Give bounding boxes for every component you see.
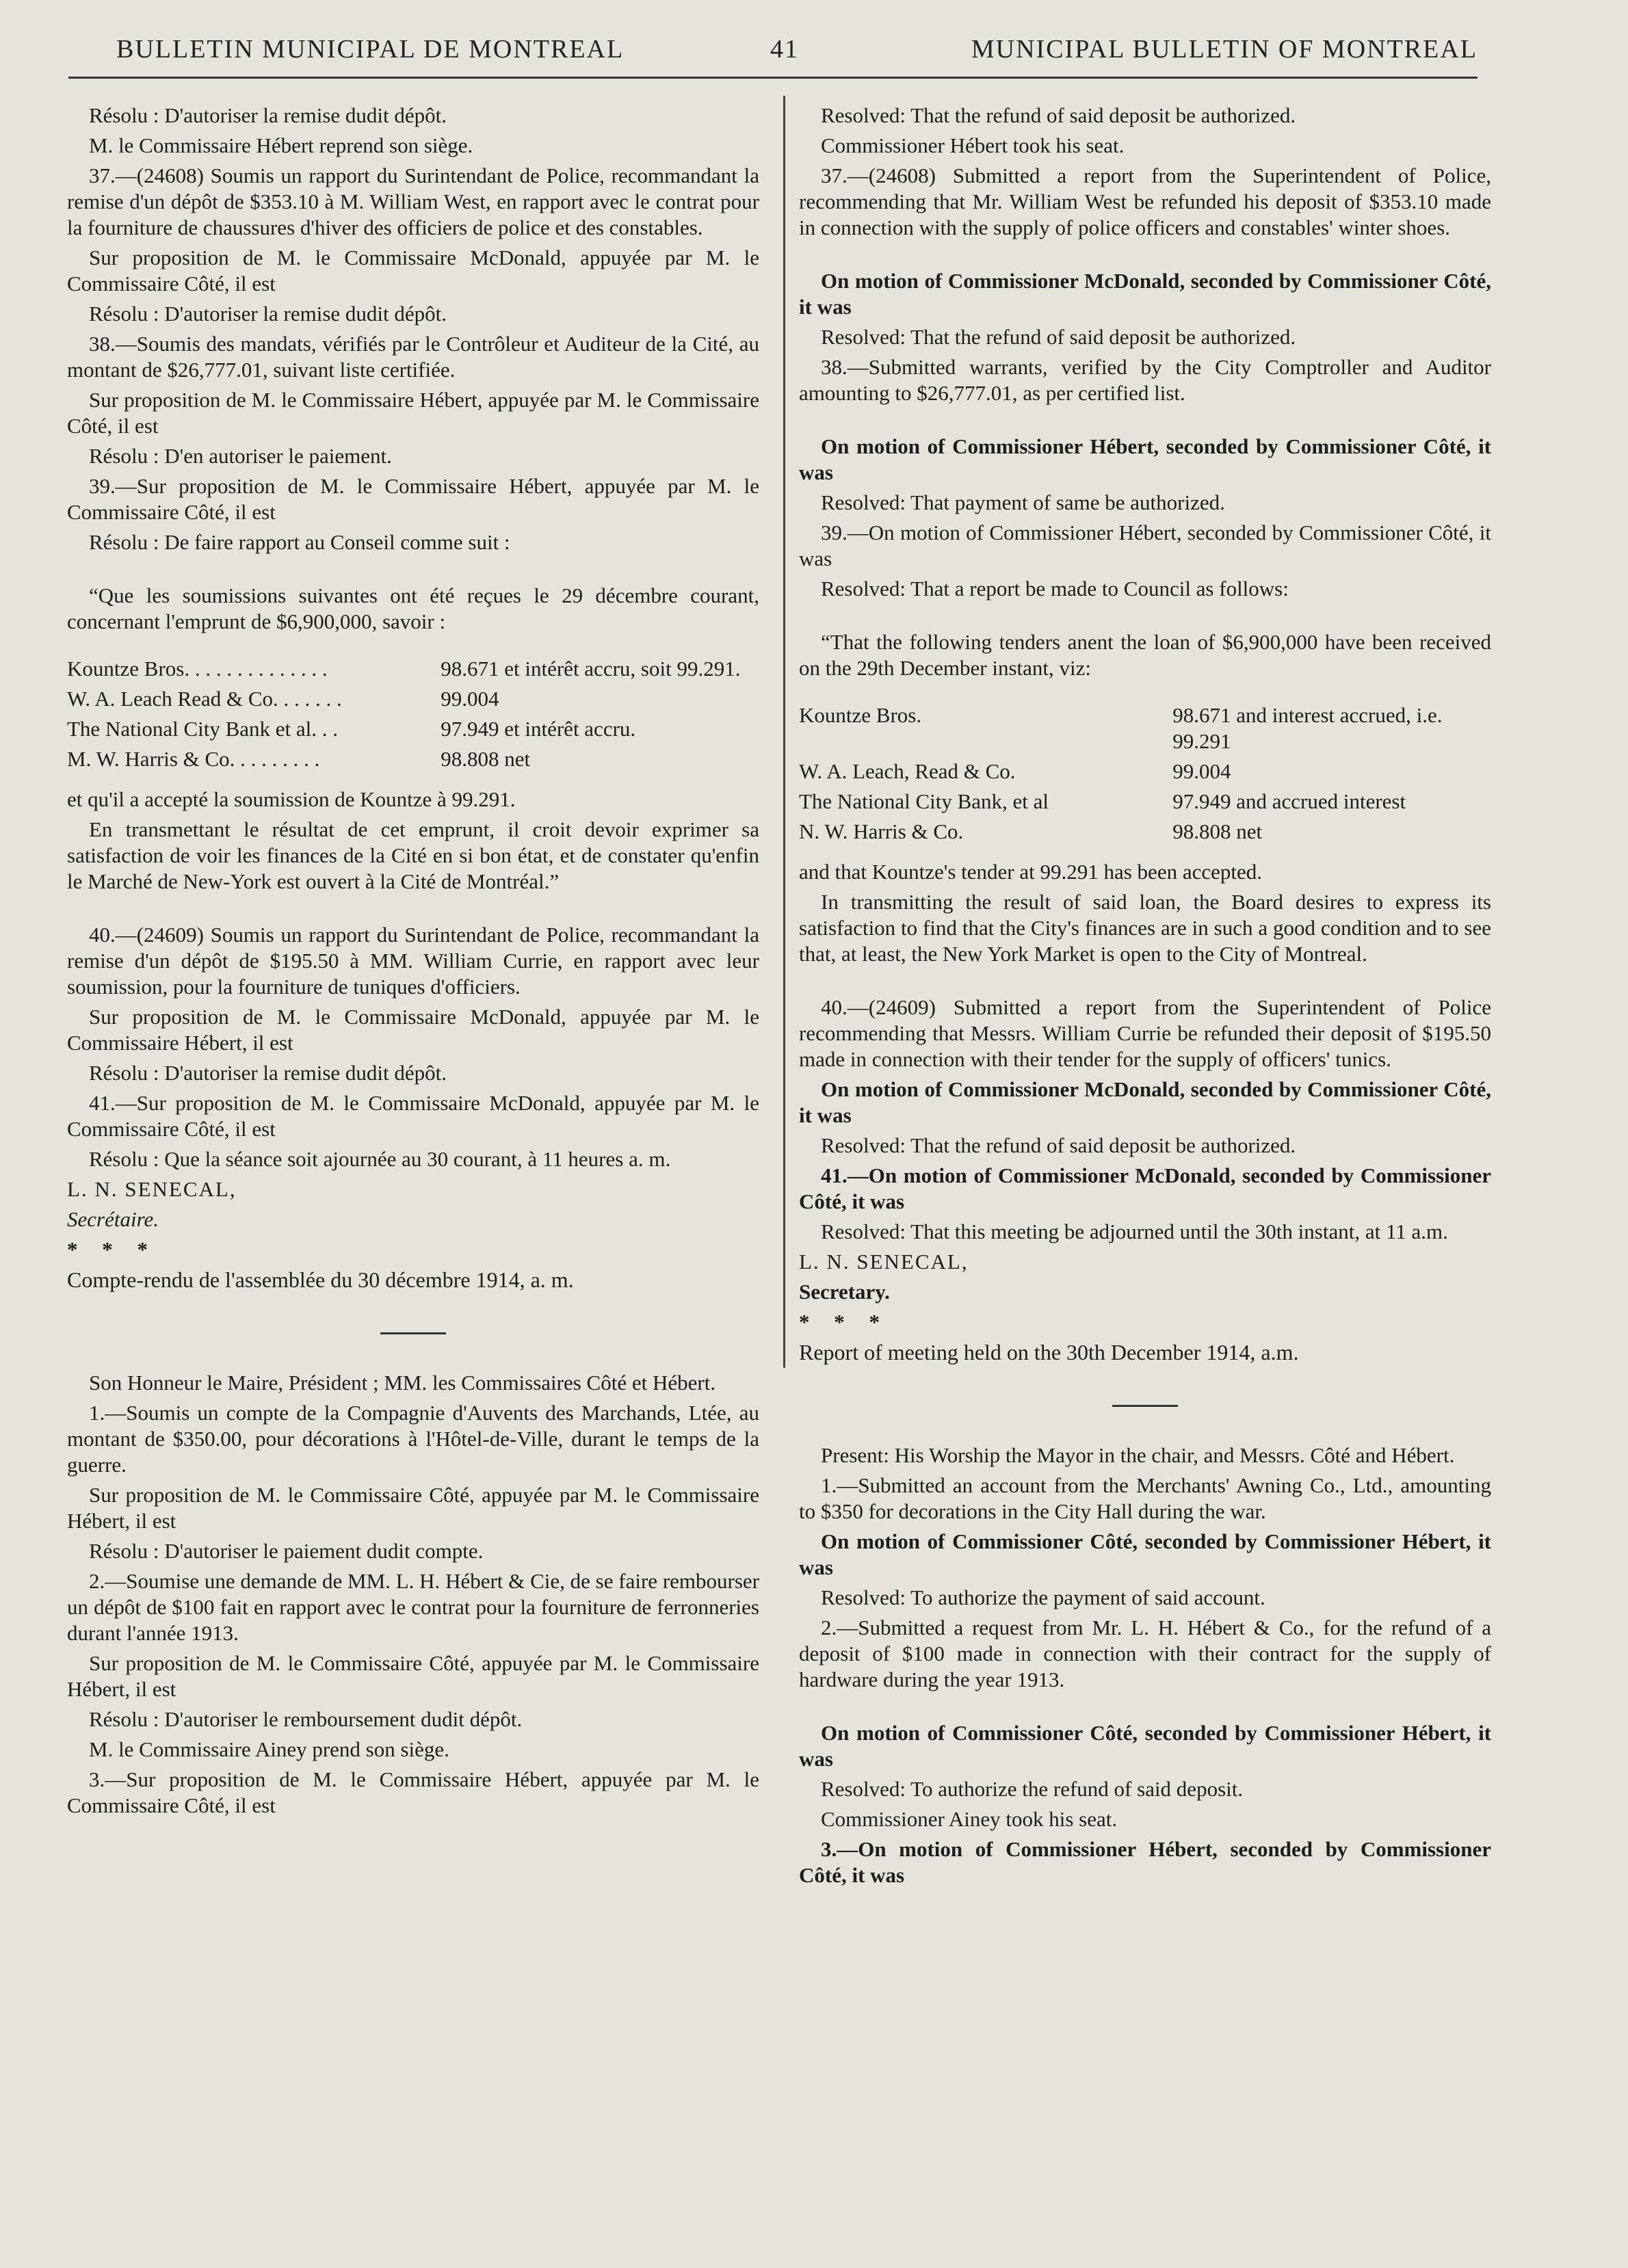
fr-paragraph: et qu'il a accepté la soumission de Kountze à 99.291.	[67, 787, 516, 811]
fr-paragraph: M. le Commissaire Hébert reprend son siège.	[89, 133, 473, 157]
fr-paragraph: 3.—Sur proposition de M. le Commissaire Hébert, appuyée par M. le Commissaire Côté, il est	[67, 1767, 759, 1817]
table-row	[799, 756, 1491, 787]
en-paragraph: Commissioner Ainey took his seat.	[821, 1807, 1118, 1831]
tender-name: The National City Bank, et al	[799, 789, 1049, 813]
signature-title: Secrétaire.	[67, 1207, 159, 1231]
en-paragraph: Resolved: That this meeting be adjourned until the 30th instant, at 11 a.m.	[821, 1219, 1448, 1243]
tender-amount: 98.808 net	[441, 747, 531, 771]
table-row	[67, 684, 759, 714]
report-title: Report of meeting held on the 30th December 1914, a.m.	[799, 1340, 1299, 1364]
signature-name: L. N. SENECAL,	[799, 1250, 969, 1274]
en-paragraph: Resolved: To authorize the refund of said deposit.	[821, 1777, 1244, 1801]
fr-paragraph: 41.—Sur proposition de M. le Commissaire McDonald, appuyée par M. le Commissaire Côté, il est	[67, 1091, 759, 1141]
en-paragraph: Resolved: That the refund of said deposit be authorized.	[821, 103, 1296, 127]
fr-paragraph: Résolu : D'autoriser le paiement dudit compte.	[89, 1539, 484, 1563]
table-row	[67, 654, 759, 684]
en-paragraph: Present: His Worship the Mayor in the chair, and Messrs. Côté and Hébert.	[821, 1443, 1455, 1467]
fr-paragraph: Résolu : D'autoriser la remise dudit dépôt.	[89, 103, 447, 127]
fr-paragraph: Sur proposition de M. le Commissaire McDonald, appuyée par M. le Commissaire Hébert, il est	[67, 1005, 759, 1055]
en-tender-table	[799, 700, 1491, 847]
fr-paragraph: Sur proposition de M. le Commissaire Hébert, appuyée par M. le Commissaire Côté, il est	[67, 388, 759, 438]
en-paragraph: On motion of Commissioner Côté, seconded by Commissioner Hébert, it was	[799, 1529, 1491, 1579]
short-rule	[1112, 1405, 1178, 1407]
section-separator: * * *	[67, 1237, 157, 1261]
fr-paragraph: Sur proposition de M. le Commissaire McDonald, appuyée par M. le Commissaire Côté, il est	[67, 246, 759, 295]
table-row	[799, 817, 1491, 847]
fr-paragraph: En transmettant le résultat de cet emprunt, il croit devoir exprimer sa satisfaction de voir les finances de la Cité en si bon état, et de constater qu'enfin le Marché de New-York est ouvert à la Cité de Montréal.”	[67, 817, 759, 893]
en-paragraph: Resolved: That a report be made to Council as follows:	[821, 577, 1289, 601]
header-rule	[68, 77, 1478, 79]
en-paragraph: 40.—(24609) Submitted a report from the Superintendent of Police recommending that Messrs. William Currie be refunded their deposit of $195.50 made in connection with their tender for the supply of officers' tunics.	[799, 995, 1491, 1071]
fr-paragraph: Sur proposition de M. le Commissaire Côté, appuyée par M. le Commissaire Hébert, il est	[67, 1483, 759, 1533]
fr-paragraph: 1.—Soumis un compte de la Compagnie d'Auvents des Marchands, Ltée, au montant de $350.00, pour décorations à l'Hôtel-de-Ville, durant le temps de la guerre.	[67, 1401, 759, 1477]
en-paragraph: Resolved: That the refund of said deposit be authorized.	[821, 325, 1296, 349]
tender-name: W. A. Leach Read & Co. . . . . . .	[67, 687, 342, 711]
tender-name: Kountze Bros. . . . . . . . . . . . . .	[67, 657, 328, 681]
en-paragraph: On motion of Commissioner McDonald, seconded by Commissioner Côté, it was	[799, 269, 1491, 319]
en-paragraph: On motion of Commissioner Côté, seconded by Commissioner Hébert, it was	[799, 1721, 1491, 1771]
tender-amount: 98.808 net	[1172, 819, 1263, 843]
tender-name: The National City Bank et al. . .	[67, 717, 339, 741]
fr-paragraph: 39.—Sur proposition de M. le Commissaire Hébert, appuyée par M. le Commissaire Côté, il est	[67, 474, 759, 524]
fr-paragraph: Son Honneur le Maire, Président ; MM. les Commissaires Côté et Hébert.	[89, 1371, 716, 1395]
page-number: 41	[770, 35, 799, 64]
page-header	[68, 29, 1491, 70]
fr-paragraph: Sur proposition de M. le Commissaire Côté, appuyée par M. le Commissaire Hébert, il est	[67, 1651, 759, 1701]
fr-paragraph: Résolu : De faire rapport au Conseil comme suit :	[89, 530, 510, 554]
en-paragraph: 2.—Submitted a request from Mr. L. H. Hébert & Co., for the refund of a deposit of $100 made in connection with their contract for the supply of hardware during the year 1913.	[799, 1616, 1491, 1691]
report-title: Compte-rendu de l'assemblée du 30 décembre 1914, a. m.	[67, 1267, 574, 1292]
table-row	[799, 787, 1491, 817]
fr-paragraph: “Que les soumissions suivantes ont été reçues le 29 décembre courant, concernant l'emprunt de $6,900,000, savoir :	[67, 583, 759, 633]
tender-name: M. W. Harris & Co. . . . . . . . .	[67, 747, 320, 771]
en-paragraph: 41.—On motion of Commissioner McDonald, seconded by Commissioner Côté, it was	[799, 1163, 1491, 1213]
tender-amount: 98.671 and interest accrued, i.e. 99.291	[1172, 703, 1443, 753]
en-paragraph: Resolved: That the refund of said deposit be authorized.	[821, 1133, 1296, 1157]
signature-title: Secretary.	[799, 1280, 890, 1304]
tender-amount: 99.004	[1172, 759, 1231, 783]
en-paragraph: 39.—On motion of Commissioner Hébert, seconded by Commissioner Côté, it was	[799, 520, 1491, 570]
fr-paragraph: Résolu : D'en autoriser le paiement.	[89, 444, 392, 468]
en-paragraph: Resolved: To authorize the payment of said account.	[821, 1585, 1265, 1609]
fr-paragraph: Résolu : D'autoriser le remboursement dudit dépôt.	[89, 1707, 523, 1731]
en-paragraph: 3.—On motion of Commissioner Hébert, seconded by Commissioner Côté, it was	[799, 1837, 1491, 1887]
signature-name: L. N. SENECAL,	[67, 1177, 237, 1201]
en-paragraph: “That the following tenders anent the loan of $6,900,000 have been received on the 29th December instant, viz:	[799, 630, 1491, 680]
en-paragraph: 37.—(24608) Submitted a report from the Superintendent of Police, recommending that Mr. William West be refunded his deposit of $353.10 made in connection with the supply of police officers and constables' winter shoes.	[799, 163, 1491, 239]
en-paragraph: and that Kountze's tender at 99.291 has been accepted.	[799, 860, 1262, 884]
tender-name: W. A. Leach, Read & Co.	[799, 759, 1016, 783]
header-title-en: MUNICIPAL BULLETIN OF MONTREAL	[971, 35, 1478, 64]
fr-paragraph: 40.—(24609) Soumis un rapport du Surintendant de Police, recommandant la remise d'un dépôt de $195.50 à MM. William Currie, en rapport avec leur soumission, pour la fourniture de tuniques d'officiers.	[67, 923, 759, 999]
en-paragraph: 38.—Submitted warrants, verified by the City Comptroller and Auditor amounting to $26,777.01, as per certified list.	[799, 355, 1491, 405]
tender-amount: 98.671 et intérêt accru, soit 99.291.	[441, 657, 741, 681]
en-paragraph: Resolved: That payment of same be authorized.	[821, 490, 1225, 514]
tender-amount: 97.949 and accrued interest	[1172, 789, 1406, 813]
table-row	[799, 700, 1491, 756]
fr-tender-table	[67, 654, 759, 774]
en-paragraph: On motion of Commissioner McDonald, seconded by Commissioner Côté, it was	[799, 1077, 1491, 1127]
short-rule	[380, 1332, 446, 1334]
en-paragraph: 1.—Submitted an account from the Merchants' Awning Co., Ltd., amounting to $350 for decorations in the City Hall during the war.	[799, 1473, 1491, 1523]
en-paragraph: On motion of Commissioner Hébert, seconded by Commissioner Côté, it was	[799, 434, 1491, 484]
fr-paragraph: 38.—Soumis des mandats, vérifiés par le Contrôleur et Auditeur de la Cité, au montant de $26,777.01, suivant liste certifiée.	[67, 332, 759, 382]
header-title-fr: BULLETIN MUNICIPAL DE MONTREAL	[116, 35, 625, 64]
section-separator: * * *	[799, 1310, 889, 1334]
tender-amount: 97.949 et intérêt accru.	[441, 717, 636, 741]
table-row	[67, 714, 759, 744]
tender-name: N. W. Harris & Co.	[799, 819, 964, 843]
column-divider	[783, 96, 785, 1368]
fr-paragraph: Résolu : D'autoriser la remise dudit dépôt.	[89, 1061, 447, 1085]
en-paragraph: Commissioner Hébert took his seat.	[821, 133, 1125, 157]
fr-paragraph: 2.—Soumise une demande de MM. L. H. Hébert & Cie, de se faire rembourser un dépôt de $100 fait en rapport avec le contrat pour la fourniture de ferronneries durant l'année 1913.	[67, 1569, 759, 1645]
tender-name: Kountze Bros.	[799, 703, 922, 727]
english-column	[799, 103, 1491, 1893]
fr-paragraph: M. le Commissaire Ainey prend son siège.	[89, 1737, 449, 1761]
fr-paragraph: Résolu : D'autoriser la remise dudit dépôt.	[89, 302, 447, 326]
french-column	[67, 103, 759, 1823]
table-row	[67, 744, 759, 774]
tender-amount: 99.004	[441, 687, 499, 711]
fr-paragraph: 37.—(24608) Soumis un rapport du Surintendant de Police, recommandant la remise d'un dépôt de $353.10 à M. William West, en rapport avec le contrat pour la fourniture de chaussures d'hiver des officiers de police et des constables.	[67, 163, 759, 239]
en-paragraph: In transmitting the result of said loan, the Board desires to express its satisfaction to find that the City's finances are in such a good condition and to see that, at least, the New York Market is open to the City of Montreal.	[799, 890, 1491, 966]
fr-paragraph: Résolu : Que la séance soit ajournée au 30 courant, à 11 heures a. m.	[89, 1147, 671, 1171]
